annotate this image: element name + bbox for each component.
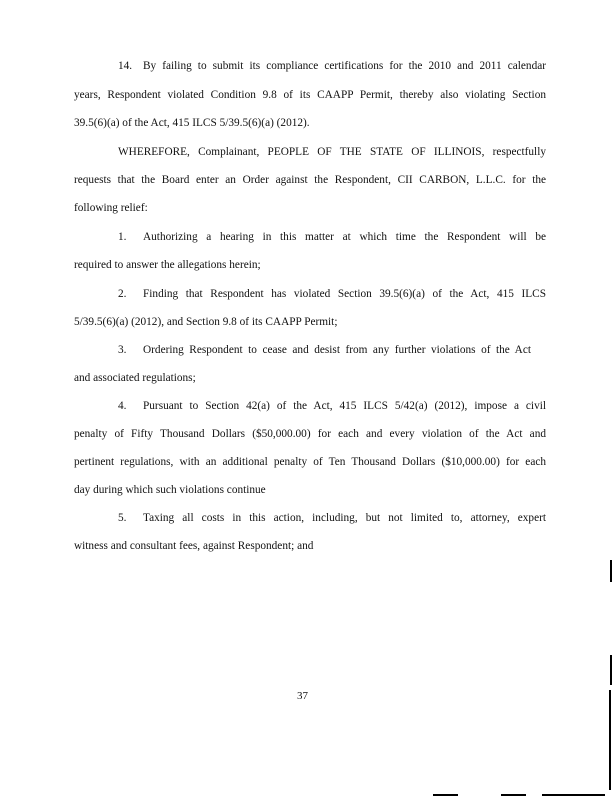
text-line: Pursuant to Section 42(a) of the Act, 415 ILCS 5/42(a) (2012), impose a civil [143, 400, 546, 412]
page-number: 37 [297, 690, 308, 702]
text-line: 5/39.5(6)(a) (2012), and Section 9.8 of its CAAPP Permit; [74, 316, 338, 328]
relief-number: 3. [118, 344, 127, 356]
text-line: Finding that Respondent has violated Section 39.5(6)(a) of the Act, 415 ILCS [143, 288, 546, 300]
scan-artifact [542, 794, 605, 796]
scan-artifact [501, 794, 526, 796]
scan-artifact [610, 560, 612, 582]
text-line: By failing to submit its compliance certifications for the 2010 and 2011 calendar [143, 60, 546, 72]
text-line: WHEREFORE, Complainant, PEOPLE OF THE STATE OF ILLINOIS, respectfully [118, 146, 546, 158]
text-line: Taxing all costs in this action, including, but not limited to, attorney, expert [143, 512, 546, 524]
text-line: required to answer the allegations herein; [74, 259, 261, 271]
text-line: pertinent regulations, with an additional penalty of Ten Thousand Dollars ($10,000.00) for each [74, 456, 546, 468]
relief-number: 2. [118, 288, 127, 300]
text-line: 39.5(6)(a) of the Act, 415 ILCS 5/39.5(6)(a) (2012). [74, 117, 310, 129]
relief-number: 5. [118, 512, 127, 524]
text-line: penalty of Fifty Thousand Dollars ($50,000.00) for each and every violation of the Act and [74, 428, 546, 440]
relief-number: 4. [118, 400, 127, 412]
text-line: and associated regulations; [74, 372, 196, 384]
scan-artifact [609, 690, 611, 790]
text-line: Ordering Respondent to cease and desist from any further violations of the Act [143, 344, 531, 356]
text-line: Authorizing a hearing in this matter at which time the Respondent will be [143, 231, 546, 243]
text-line: years, Respondent violated Condition 9.8 of its CAAPP Permit, thereby also violating Section [74, 89, 546, 101]
scan-artifact [610, 655, 612, 685]
text-line: witness and consultant fees, against Respondent; and [74, 540, 314, 552]
scan-artifact [433, 794, 458, 796]
text-line: requests that the Board enter an Order against the Respondent, CII CARBON, L.L.C. for the [74, 174, 546, 186]
paragraph-number: 14. [118, 60, 133, 72]
text-line: day during which such violations continue [74, 484, 266, 496]
text-line: following relief: [74, 202, 148, 214]
relief-number: 1. [118, 231, 127, 243]
